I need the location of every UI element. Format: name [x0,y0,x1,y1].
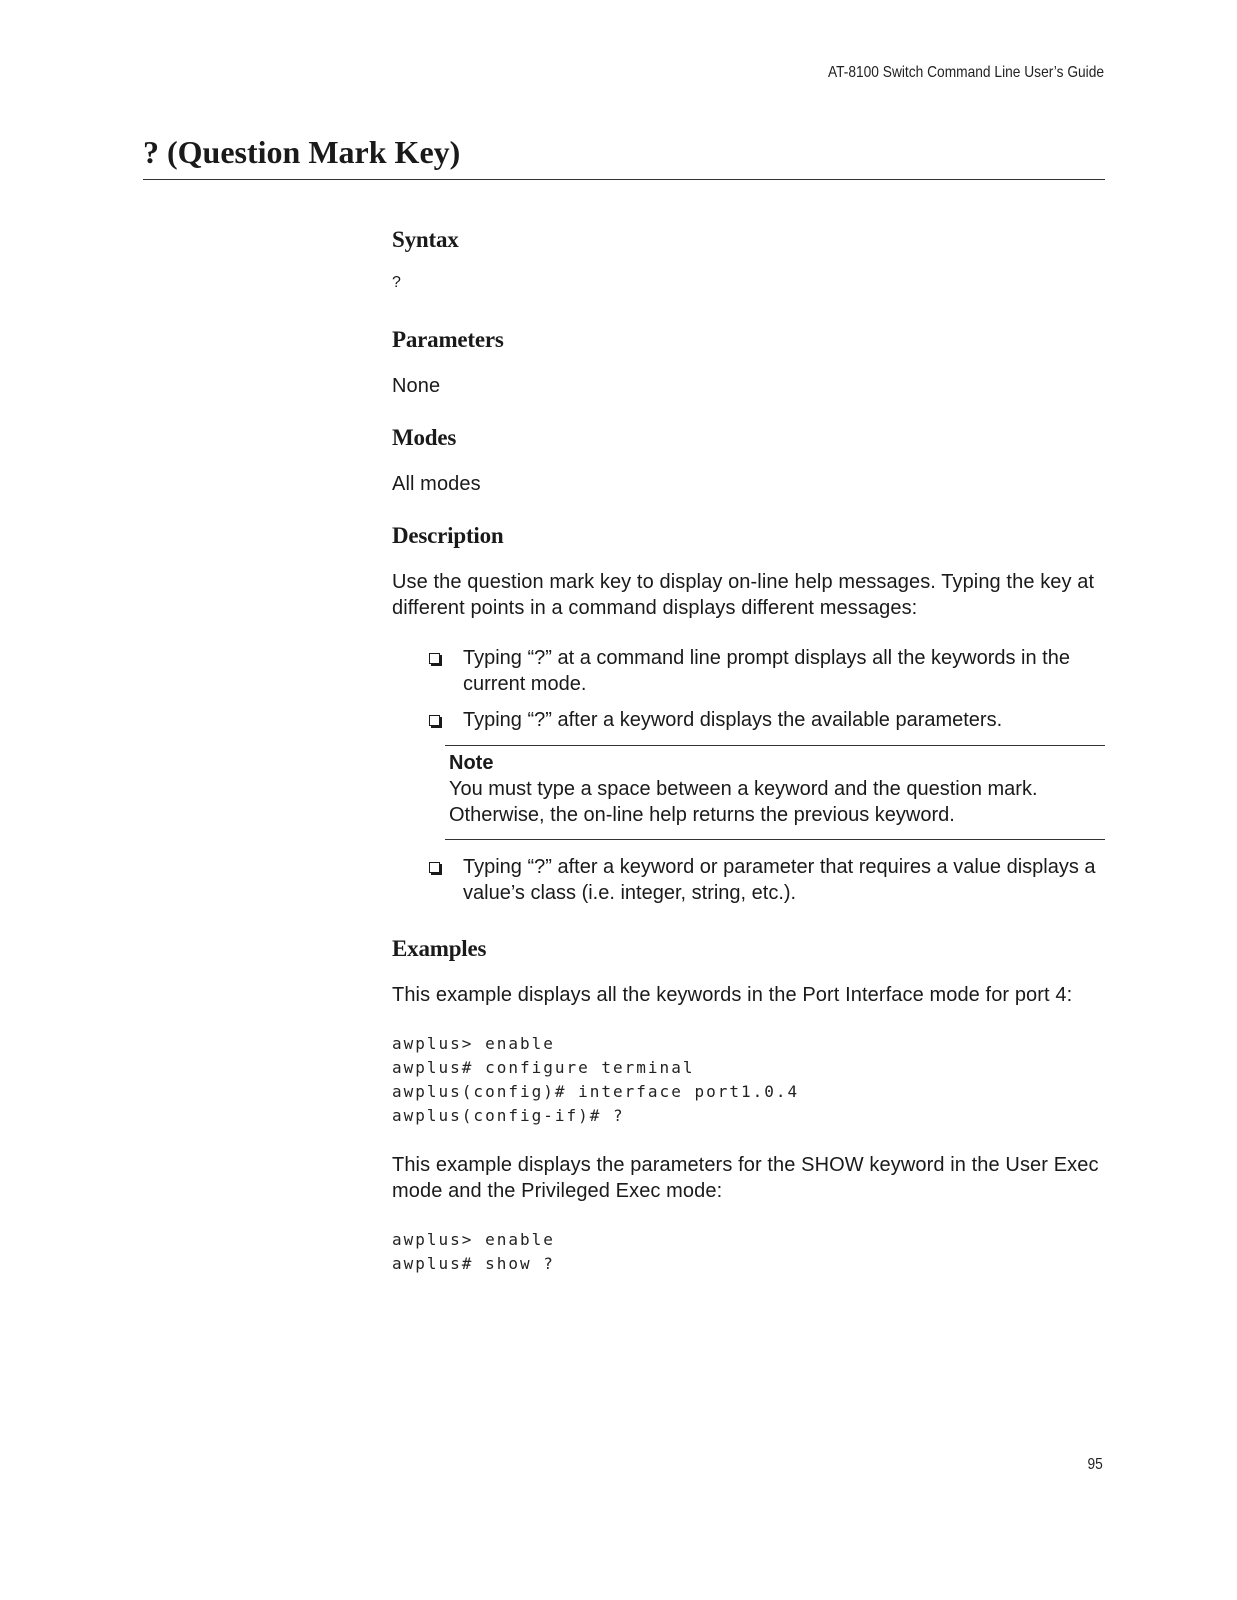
syntax-heading: Syntax [392,227,459,252]
page-number: 95 [1087,1456,1103,1473]
list-item-text: Typing “?” after a keyword displays the available parameters. [463,709,1003,731]
list-item-text: Typing “?” after a keyword or parameter that requires a value displays a value’s class (i.e. integer, string, etc.). [463,856,1096,904]
syntax-text: ? [392,274,401,291]
description-intro: Use the question mark key to display on-line help messages. Typing the key at different points in a command displays different messages: [392,571,1095,619]
list-item-text: Typing “?” at a command line prompt displays all the keywords in the current mode. [463,647,1070,695]
example2-text: This example displays the parameters for the SHOW keyword in the User Exec mode and the Privileged Exec mode: [392,1154,1099,1202]
list-item [429,854,1105,906]
note-title: Note [449,752,494,774]
page-title: ? (Question Mark Key) [143,133,1105,180]
list-item [429,707,1105,733]
list-item [429,645,1105,697]
modes-text: All modes [392,473,481,495]
running-header: AT-8100 Switch Command Line User’s Guide [827,64,1104,81]
checkbox-bullet-icon [429,715,440,726]
description-bullet-list-continued [392,854,1105,906]
example1-code-block: awplus> enable awplus# configure terminal awplus(config)# interface port1.0.4 awplus(config-if)# ? [392,1034,800,1125]
example1-text: This example displays all the keywords in the Port Interface mode for port 4: [392,984,1073,1006]
description-bullet-list [392,645,1105,733]
checkbox-bullet-icon [429,653,440,664]
checkbox-bullet-icon [429,862,440,873]
parameters-text: None [392,375,441,397]
note-text: You must type a space between a keyword and the question mark. Otherwise, the on-line help returns the previous keyword. [449,778,1038,826]
description-heading: Description [392,523,504,548]
modes-heading: Modes [392,425,457,450]
examples-heading: Examples [392,936,487,961]
parameters-heading: Parameters [392,327,504,352]
note-box [445,745,1105,840]
example2-code-block: awplus> enable awplus# show ? [392,1230,555,1273]
main-content [392,225,1105,1300]
